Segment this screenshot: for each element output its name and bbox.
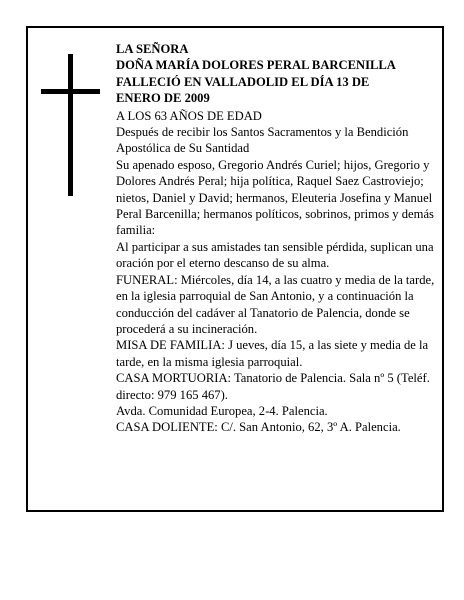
notice-text-block — [116, 41, 438, 436]
cross-horizontal-bar — [41, 89, 100, 94]
funeral-paragraph: FUNERAL: Miércoles, día 14, a las cuatro y media de la tarde, en la iglesia parroquial de San Antonio, y a continuación la conducción del cadáver al Tanatorio de Palencia, donde se procederá a su incineración. — [116, 272, 435, 336]
obituary-notice — [26, 26, 444, 512]
family-paragraph: Su apenado esposo, Gregorio Andrés Curiel; hijos, Gregorio y Dolores Andrés Peral; hija política, Raquel Saez Castroviejo; nietos, Daniel y David; hermanos, Eleuteria Josefina y Manuel Peral Barcenilla; hermanos políticos, sobrinos, primos y demás familia: — [116, 157, 434, 238]
deceased-name: DOÑA MARÍA DOLORES PERAL BARCENILLA — [116, 58, 396, 73]
mourning-house-paragraph: CASA DOLIENTE: C/. San Antonio, 62, 3º A. Palencia. — [116, 420, 401, 435]
mortuary-address: Avda. Comunidad Europea, 2-4. Palencia. — [116, 403, 328, 418]
mortuary-paragraph: CASA MORTUORIA: Tanatorio de Palencia. Sala nº 5 (Teléf. directo: 979 165 467). — [116, 371, 430, 402]
sacraments-paragraph: Después de recibir los Santos Sacramentos y la Bendición Apostólica de Su Santidad — [116, 125, 409, 156]
death-statement-line-1: FALLECIÓ EN VALLADOLID EL DÍA 13 DE — [116, 74, 370, 89]
request-paragraph: Al participar a sus amistades tan sensible pérdida, suplican una oración por el eterno descanso de su alma. — [116, 239, 434, 271]
mass-paragraph: MISA DE FAMILIA: J ueves, día 15, a las siete y media de la tarde, en la misma iglesia parroquial. — [116, 338, 429, 369]
notice-heading — [116, 41, 438, 107]
age-line: A LOS 63 AÑOS DE EDAD — [116, 108, 262, 123]
honorific-title: LA SEÑORA — [116, 42, 189, 56]
death-statement-line-2: ENERO DE 2009 — [116, 91, 210, 106]
cross-vertical-bar — [68, 54, 73, 196]
